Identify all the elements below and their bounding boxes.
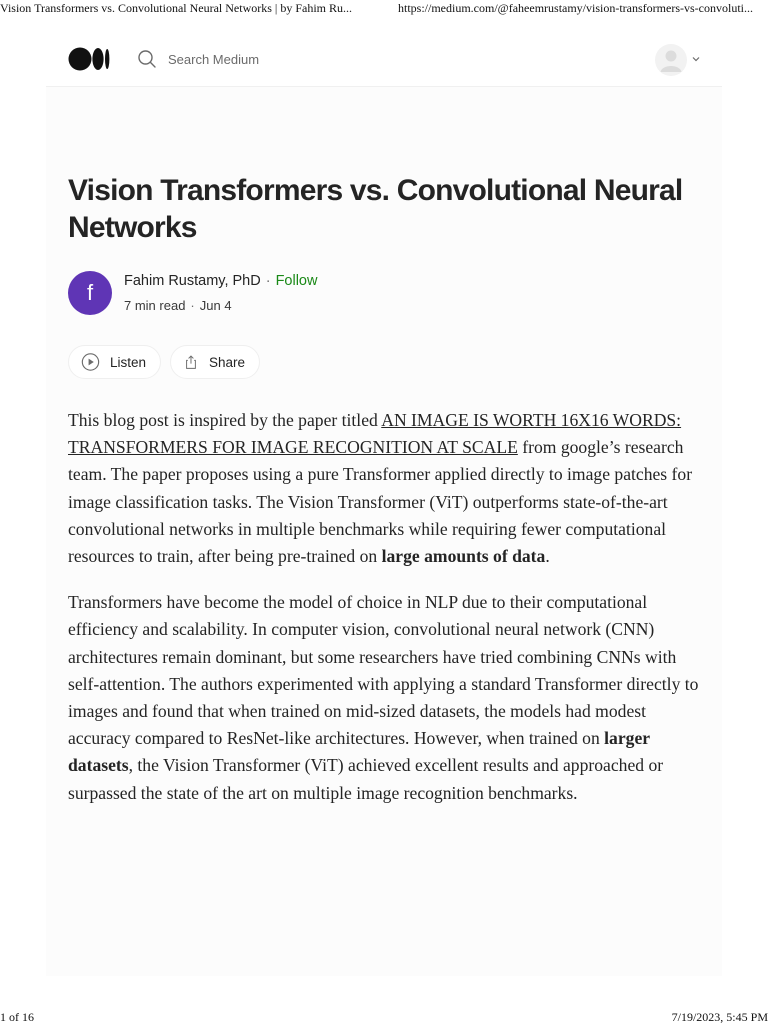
print-header — [0, 0, 768, 18]
paragraph-text: This blog post is inspired by the paper titled — [68, 410, 382, 430]
print-datetime: 7/19/2023, 5:45 PM — [671, 1010, 768, 1024]
paragraph-text: , the Vision Transformer (ViT) achieved excellent results and approached or surpassed the state of the art on multiple image recognition benchmarks. — [68, 755, 664, 803]
bold-text: larger datasets — [68, 728, 650, 776]
search-input[interactable] — [168, 50, 368, 68]
play-icon — [81, 352, 100, 372]
author-name[interactable]: Fahim Rustamy, PhD — [124, 273, 261, 289]
search-icon — [137, 49, 157, 69]
share-button[interactable] — [170, 345, 260, 379]
separator-dot: · — [265, 273, 271, 289]
publish-date: Jun 4 — [199, 298, 232, 313]
print-header-url: https://medium.com/@faheemrustamy/vision-transformers-vs-convoluti... — [398, 1, 753, 15]
article-meta — [124, 298, 232, 313]
paragraph-text: from google’s research team. The paper proposes using a pure Transformer applied directly to image patches for image classification tasks. The Vision Transformer (ViT) outperforms state-of-the-art convolutional networks in multiple benchmarks while requiring fewer computational resources to train, after being pre-trained on — [68, 437, 693, 567]
listen-button[interactable] — [68, 345, 161, 379]
paragraph-text: . — [545, 546, 550, 567]
paragraph-text: Transformers have become the model of choice in NLP due to their computational efficiency and scalability. In computer vision, convolutional neural network (CNN) architectures remain dominant, but some researchers have tried combining CNNs with self-attention. The authors experimented with applying a standard Transformer directly to images and found that when trained on mid-sized datasets, the models had modest accuracy compared to ResNet-like architectures. However, when trained on — [68, 592, 699, 749]
article-title: Vision Transformers vs. Convolutional Neural Networks — [68, 174, 683, 244]
author-line — [124, 273, 317, 289]
paragraph — [68, 407, 700, 570]
read-time: 7 min read — [124, 298, 186, 313]
share-icon — [183, 352, 199, 372]
medium-logo-icon[interactable] — [68, 47, 110, 71]
print-header-title: Vision Transformers vs. Convolutional Neural Networks | by Fahim Ru... — [0, 1, 353, 15]
author-avatar[interactable]: f — [68, 271, 112, 315]
article-body — [68, 407, 700, 826]
chevron-down-icon — [691, 54, 701, 64]
share-label: Share — [208, 354, 245, 370]
user-avatar-icon — [655, 44, 687, 76]
paragraph — [68, 589, 700, 807]
follow-link[interactable]: Follow — [275, 273, 318, 289]
separator-dot: · — [190, 298, 195, 313]
print-footer — [0, 1008, 768, 1024]
page-indicator: 1 of 16 — [0, 1010, 34, 1024]
listen-label: Listen — [109, 354, 146, 370]
paper-link[interactable]: AN IMAGE IS WORTH 16X16 WORDS: TRANSFORMERS FOR IMAGE RECOGNITION AT SCALE — [68, 410, 682, 458]
bold-text: large amounts of data — [381, 546, 546, 567]
user-menu-button[interactable] — [655, 44, 703, 76]
